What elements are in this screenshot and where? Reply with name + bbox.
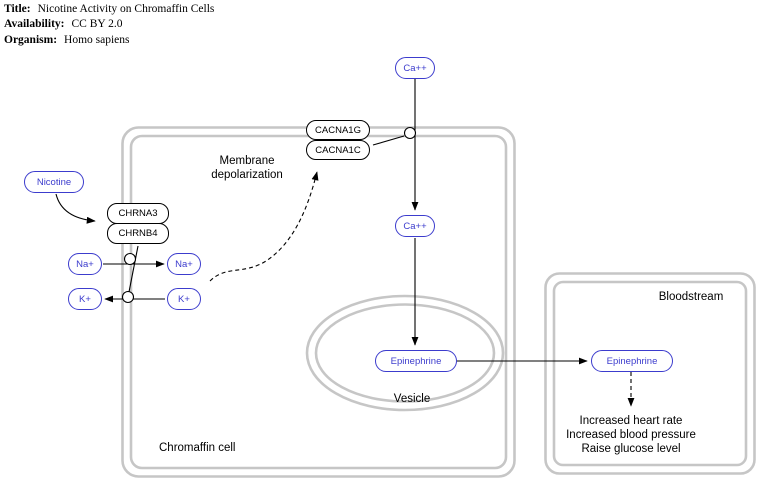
metadata-title-row — [4, 2, 214, 17]
label-epinephrine-effects — [536, 414, 726, 456]
anchor-circle-ca-channel — [405, 128, 416, 139]
license-value: CC BY 2.0 — [71, 18, 123, 31]
effect-glucose: Raise glucose level — [581, 443, 681, 455]
connector-cacna1c-ca-channel — [373, 136, 404, 145]
node-epinephrine-bloodstream: Epinephrine — [591, 350, 673, 372]
node-ca-intracellular: Ca++ — [395, 215, 435, 237]
node-cacna1c: CACNA1C — [306, 140, 370, 160]
effect-blood-pressure: Increased blood pressure — [566, 429, 696, 441]
label-vesicle: Vesicle — [393, 393, 431, 405]
node-ca-extracellular: Ca++ — [395, 57, 435, 79]
label-membrane-depolarization — [187, 155, 307, 182]
label-bloodstream: Bloodstream — [658, 291, 724, 303]
node-chrnb4: CHRNB4 — [107, 223, 169, 244]
label-membrane-depolarization-line2: depolarization — [211, 168, 283, 181]
node-na-extracellular: Na+ — [68, 253, 102, 275]
label-membrane-depolarization-line1: Membrane — [219, 155, 275, 167]
node-k-extracellular: K+ — [68, 288, 102, 310]
node-epinephrine-vesicle: Epinephrine — [375, 350, 457, 372]
organism-value: Homo sapiens — [64, 33, 130, 46]
pathway-title: Nicotine Activity on Chromaffin Cells — [37, 3, 215, 15]
availability-label: Availability: — [4, 18, 65, 31]
title-label: Title: — [4, 3, 31, 15]
node-k-intracellular: K+ — [167, 288, 201, 310]
node-chrna3: CHRNA3 — [107, 203, 169, 224]
label-chromaffin-cell: Chromaffin cell — [159, 442, 236, 454]
organism-label: Organism: — [4, 33, 58, 46]
pathway-metadata — [4, 2, 214, 48]
metadata-organism-row — [4, 33, 214, 48]
anchor-circle-na-channel — [125, 254, 136, 265]
node-nicotine: Nicotine — [24, 171, 84, 193]
node-na-intracellular: Na+ — [167, 253, 201, 275]
metadata-availability-row — [4, 17, 214, 32]
effect-heart-rate: Increased heart rate — [579, 415, 683, 427]
arrow-nicotine-to-receptor — [56, 194, 95, 221]
arrow-depolarization-to-cacna1c — [210, 172, 317, 281]
node-cacna1g: CACNA1G — [306, 120, 370, 140]
anchor-circle-k-channel — [123, 292, 134, 303]
